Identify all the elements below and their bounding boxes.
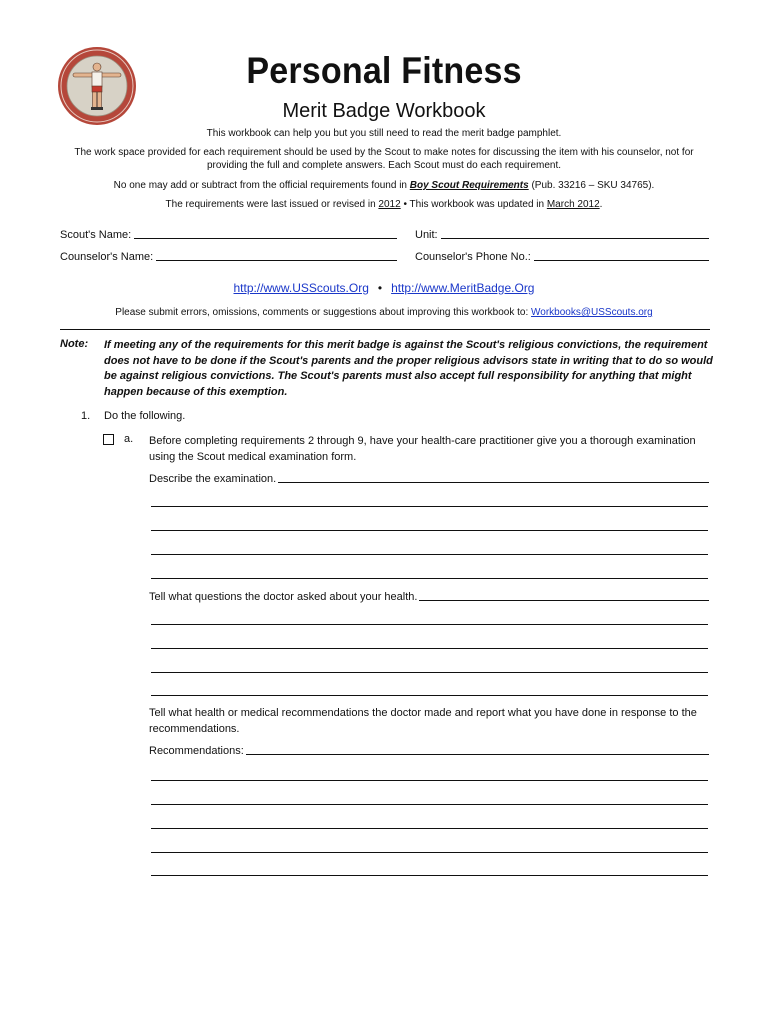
page-subtitle: Merit Badge Workbook [282, 100, 486, 122]
scout-name-label: Scout's Name: [60, 229, 132, 241]
scout-name-line[interactable] [134, 237, 397, 239]
section-divider [60, 329, 710, 330]
answer-line[interactable] [151, 648, 708, 649]
answer-line[interactable] [151, 554, 708, 555]
counselor-phone-line[interactable] [534, 259, 709, 261]
source-title: Boy Scout Requirements [409, 180, 529, 191]
update-month: March 2012 [546, 199, 600, 210]
answer-line[interactable] [246, 754, 709, 755]
answer-line[interactable] [151, 780, 708, 781]
source-text: No one may add or subtract from the official requirements found in [113, 180, 410, 191]
unit-field[interactable] [415, 229, 709, 241]
answer-line[interactable] [151, 875, 708, 876]
revision-text: The requirements were last issued or revised in [165, 199, 379, 210]
requirement-text: Do the following. [104, 410, 186, 422]
describe-exam-label: Describe the examination. [149, 473, 277, 485]
doctor-questions-label: Tell what questions the doctor asked about your health. [149, 591, 418, 603]
unit-label: Unit: [415, 229, 438, 241]
counselor-phone-label: Counselor's Phone No.: [415, 251, 531, 263]
answer-line[interactable] [151, 578, 708, 579]
answer-line[interactable] [151, 828, 708, 829]
note-text: If meeting any of the requirements for this merit badge is against the Scout's religious convictions, the requirement does not have to be done if the Scout's parents and the proper religious advisors state in writing that to do so would be against religious convictions. The Scout's parents must also accept full responsibility for anything that might happen because of this exemption. [104, 339, 713, 398]
requirements-source-line [52, 180, 716, 192]
counselor-name-label: Counselor's Name: [60, 251, 154, 263]
intro-line: The work space provided for each requirement should be used by the Scout to make notes for discussing the item with his counselor, not for [74, 147, 694, 158]
counselor-name-line[interactable] [156, 259, 397, 261]
answer-line[interactable] [151, 672, 708, 673]
meritbadge-link[interactable]: http://www.MeritBadge.Org [391, 281, 535, 295]
counselor-phone-field[interactable] [415, 251, 709, 263]
answer-line[interactable] [151, 624, 708, 625]
revision-period: . [599, 199, 603, 210]
sub-requirement-letter: a. [124, 433, 134, 445]
answer-line[interactable] [151, 852, 708, 853]
intro-line: This workbook can help you but you still need to read the merit badge pamphlet. [206, 128, 562, 139]
answer-line[interactable] [151, 804, 708, 805]
requirement-number: 1. [81, 410, 91, 422]
submit-feedback-line [0, 307, 768, 318]
website-links [0, 281, 768, 295]
update-text: • This workbook was updated in [400, 199, 547, 210]
describe-exam-field[interactable] [149, 473, 709, 485]
unit-line[interactable] [441, 237, 709, 239]
scout-name-field[interactable] [60, 229, 397, 241]
intro-line: providing the full and complete answers. Each Scout must do each requirement. [206, 160, 562, 171]
note-label: Note: [60, 338, 89, 350]
recommendations-instructions: Tell what health or medical recommendations the doctor made and report what you have done in response to the recommendations. [149, 707, 697, 735]
answer-line[interactable] [419, 600, 709, 601]
counselor-name-field[interactable] [60, 251, 397, 263]
revision-year: 2012 [378, 199, 401, 210]
answer-line[interactable] [278, 482, 709, 483]
revision-line [52, 199, 716, 211]
sub-requirement-text: Before completing requirements 2 through 9, have your health-care practitioner give you a thorough examination using the Scout medical examination form. [149, 435, 696, 463]
requirement-1a-checkbox[interactable] [103, 434, 114, 445]
usscouts-link[interactable]: http://www.USScouts.Org [233, 281, 369, 295]
feedback-email-link[interactable]: Workbooks@USScouts.org [531, 307, 653, 318]
page-title: Personal Fitness [246, 50, 522, 91]
submit-text: Please submit errors, omissions, comments or suggestions about improving this workbook to: [115, 307, 532, 318]
answer-line[interactable] [151, 530, 708, 531]
source-pub: (Pub. 33216 – SKU 34765). [528, 180, 655, 191]
doctor-questions-field[interactable] [149, 591, 709, 603]
link-separator: • [377, 281, 383, 295]
answer-line[interactable] [151, 506, 708, 507]
recommendations-label: Recommendations: [149, 745, 244, 757]
recommendations-field[interactable] [149, 745, 709, 757]
answer-line[interactable] [151, 695, 708, 696]
